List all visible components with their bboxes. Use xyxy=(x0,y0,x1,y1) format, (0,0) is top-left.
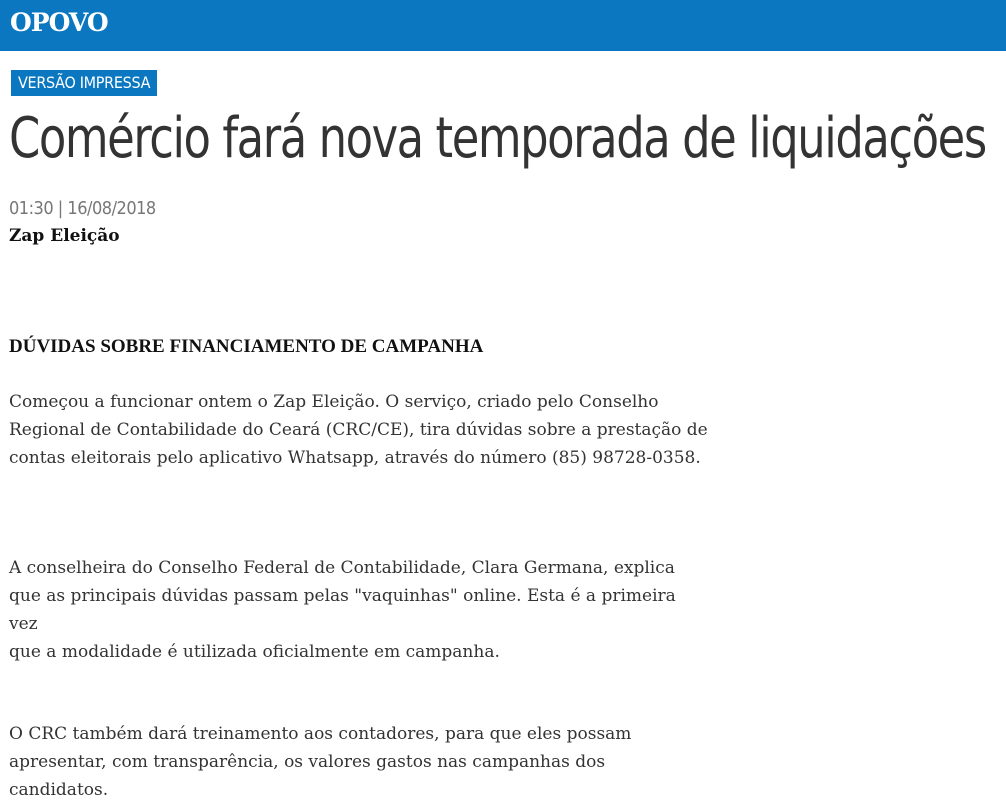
logo-text: OPOVO xyxy=(10,8,108,37)
paragraph-line: O CRC também dará treinamento aos contadores, para que eles possam xyxy=(9,724,632,744)
paragraph-line: que as principais dúvidas passam pelas "vaquinhas" online. Esta é a primeira vez xyxy=(9,586,676,634)
site-logo[interactable] xyxy=(10,8,108,38)
article-headline: Comércio fará nova temporada de liquidações xyxy=(9,106,986,171)
paragraph-line: contas eleitorais pelo aplicativo Whatsapp, através do número (85) 98728-0358. xyxy=(9,448,701,468)
article-paragraph xyxy=(9,388,709,472)
category-badge[interactable]: VERSÃO IMPRESSA xyxy=(11,70,157,96)
paragraph-line: que a modalidade é utilizada oficialmente em campanha. xyxy=(9,642,500,662)
article-timestamp: 01:30 | 16/08/2018 xyxy=(9,198,156,219)
article-paragraph xyxy=(9,554,709,666)
paragraph-line: Regional de Contabilidade do Ceará (CRC/CE), tira dúvidas sobre a prestação de xyxy=(9,420,708,440)
section-title: DÚVIDAS SOBRE FINANCIAMENTO DE CAMPANHA xyxy=(9,336,484,357)
article-author: Zap Eleição xyxy=(9,226,120,246)
top-header-bar xyxy=(0,0,1006,51)
paragraph-line: Começou a funcionar ontem o Zap Eleição. O serviço, criado pelo Conselho xyxy=(9,392,659,412)
paragraph-line: apresentar, com transparência, os valores gastos nas campanhas dos candidatos. xyxy=(9,752,606,800)
paragraph-line: A conselheira do Conselho Federal de Contabilidade, Clara Germana, explica xyxy=(9,558,675,578)
article-paragraph xyxy=(9,720,709,804)
